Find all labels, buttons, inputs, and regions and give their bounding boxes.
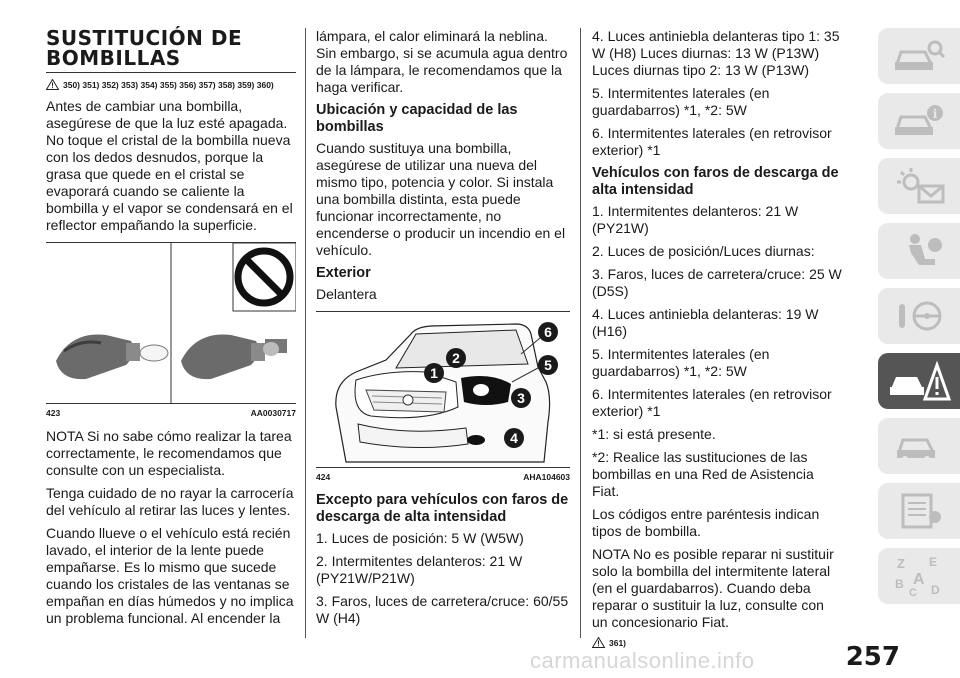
column-3 <box>592 28 842 656</box>
svg-text:B: B <box>895 577 904 591</box>
warning-lights-icon <box>891 166 947 206</box>
list-item: 3. Faros, luces de carretera/cruce: 25 W (D5S) <box>592 266 842 299</box>
figure-caption <box>46 408 296 418</box>
car-breakdown-icon <box>887 359 951 403</box>
callout-6 <box>538 322 558 342</box>
list-item: 1. Intermitentes delanteros: 21 W (PY21W) <box>592 203 799 236</box>
figure-number: 424 <box>316 472 331 482</box>
paragraph: Los códigos entre paréntesis indican tipos de bombilla. <box>592 506 820 539</box>
callout-5 <box>538 355 558 375</box>
column-2 <box>316 28 570 633</box>
column-1 <box>46 28 296 633</box>
title-rule <box>46 72 296 73</box>
paragraph: lámpara, el calor eliminará la neblina. Sin embargo, si se acumula agua dentro de la lámpara, le recomendamos que la haga verificar. <box>316 28 568 95</box>
warning-refs <box>592 637 842 648</box>
steering-wheel-icon <box>891 296 947 336</box>
svg-text:1: 1 <box>430 365 438 381</box>
car-info-icon <box>891 101 947 141</box>
callout-2 <box>446 348 466 368</box>
figure-code: AHA104603 <box>523 472 570 482</box>
tab-emergency[interactable] <box>878 353 960 409</box>
figure-424 <box>316 311 570 468</box>
watermark: carmanualsonline.info <box>530 648 755 673</box>
list-item: 1. Luces de posición: 5 W (W5W) <box>316 530 524 546</box>
index-icon <box>891 554 947 598</box>
footnote: *1: si está presente. <box>592 426 716 442</box>
seat-airbag-icon <box>891 231 947 271</box>
tab-index[interactable] <box>878 548 960 604</box>
list-item: 4. Luces antiniebla delanteras: 19 W (H16) <box>592 306 819 339</box>
svg-text:D: D <box>931 583 940 597</box>
figure-code: AA0030717 <box>250 408 296 418</box>
svg-text:4: 4 <box>510 430 518 446</box>
page-number: 257 <box>845 642 900 672</box>
tab-specifications[interactable] <box>878 483 960 539</box>
paragraph: NOTA No es posible reparar ni sustituir solo la bombilla del intermitente lateral (en el guardabarros). Cuando deba reparar o sustituir la luz, consulte con un concesionario Fiat. <box>592 546 834 630</box>
list-item: 3. Faros, luces de carretera/cruce: 60/55 W (H4) <box>316 593 569 626</box>
figure-number: 423 <box>46 408 61 418</box>
paragraph: Delantera <box>316 286 377 302</box>
callout-1 <box>424 363 444 383</box>
paragraph: Antes de cambiar una bombilla, asegúrese de que la luz esté apagada. No toque el cristal de la bombilla nueva con los dedos desnudos, porque la grasa que quede en el cristal se evaporará cuando se caliente la bombilla y el vapor se condensará en el reflector empañando la superficie. <box>46 98 293 233</box>
tab-steering[interactable] <box>878 288 960 344</box>
list-item: 5. Intermitentes laterales (en guardabarros) *1, *2: 5W <box>592 346 770 379</box>
document-list-icon <box>891 491 947 531</box>
footnote: *2: Realice las sustituciones de las bombillas en una Red de Asistencia Fiat. <box>592 449 814 499</box>
svg-text:E: E <box>929 555 938 569</box>
svg-text:Z: Z <box>897 556 905 571</box>
list-item: 6. Intermitentes laterales (en retrovisor exterior) *1 <box>592 386 832 419</box>
warning-refs <box>46 79 296 90</box>
tab-car-search[interactable] <box>878 28 960 84</box>
tab-seat-airbag[interactable] <box>878 223 960 279</box>
section-heading: Ubicación y capacidad de las bombillas <box>316 102 518 135</box>
paragraph: Tenga cuidado de no rayar la carrocería del vehículo al retirar las luces y lentes. <box>46 485 294 518</box>
svg-text:5: 5 <box>544 357 552 373</box>
paragraph: Cuando sustituya una bombilla, asegúrese de utilizar una nueva del mismo tipo, potencia y color. Si instala una bombilla distinta, esta puede funcionar incorrectamente, no encenderse o producir un incendio en el vehículo. <box>316 140 566 258</box>
callout-3 <box>511 388 531 408</box>
vehicle-front-illustration <box>316 312 570 467</box>
figure-caption <box>316 472 570 482</box>
svg-text:i: i <box>932 107 938 121</box>
list-item: 5. Intermitentes laterales (en guardabarros) *1, *2: 5W <box>592 85 770 118</box>
bulb-handling-illustration <box>46 243 296 403</box>
svg-text:3: 3 <box>517 390 525 406</box>
car-maintenance-icon <box>891 426 947 466</box>
warning-triangle-icon <box>46 79 59 90</box>
figure-423 <box>46 242 296 404</box>
paragraph: Cuando llueve o el vehículo está recién lavado, el interior de la lente puede empañarse. Es lo mismo que sucede cuando los cristales de las ventanas se empañan en días húmedos y no implica un problema funcional. Al encender la <box>46 525 294 626</box>
column-divider-2 <box>580 28 581 638</box>
tab-car-info[interactable] <box>878 93 960 149</box>
list-item: 4. Luces antiniebla delanteras tipo 1: 35 W (H8) Luces diurnas: 13 W (P13W) Luces diurnas tipo 2: 13 W (P13W) <box>592 28 840 78</box>
section-heading: Excepto para vehículos con faros de descarga de alta intensidad <box>316 492 569 525</box>
svg-text:C: C <box>909 587 917 598</box>
page-title: SUSTITUCIÓN DE BOMBILLAS <box>46 26 243 70</box>
list-item: 6. Intermitentes laterales (en retrovisor exterior) *1 <box>592 125 832 158</box>
tab-warning-lights[interactable] <box>878 158 960 214</box>
refs-text: 350) 351) 352) 353) 354) 355) 356) 357) 358) 359) 360) <box>63 79 274 90</box>
list-item: 2. Luces de posición/Luces diurnas: <box>592 243 815 259</box>
tab-maintenance[interactable] <box>878 418 960 474</box>
svg-text:2: 2 <box>452 350 460 366</box>
column-divider-1 <box>305 28 306 638</box>
callout-4 <box>504 428 524 448</box>
warning-triangle-icon <box>592 637 605 648</box>
paragraph: NOTA Si no sabe cómo realizar la tarea correctamente, le recomendamos que consulte con un especialista. <box>46 428 292 478</box>
list-item: 2. Intermitentes delanteros: 21 W (PY21W/P21W) <box>316 553 523 586</box>
subsection-heading: Exterior <box>316 265 371 281</box>
refs-text: 361) <box>609 637 627 648</box>
svg-text:6: 6 <box>544 324 552 340</box>
car-search-icon <box>891 36 947 76</box>
section-heading: Vehículos con faros de descarga de alta intensidad <box>592 165 839 198</box>
chapter-tabs <box>878 28 960 613</box>
svg-text:A: A <box>913 571 925 588</box>
